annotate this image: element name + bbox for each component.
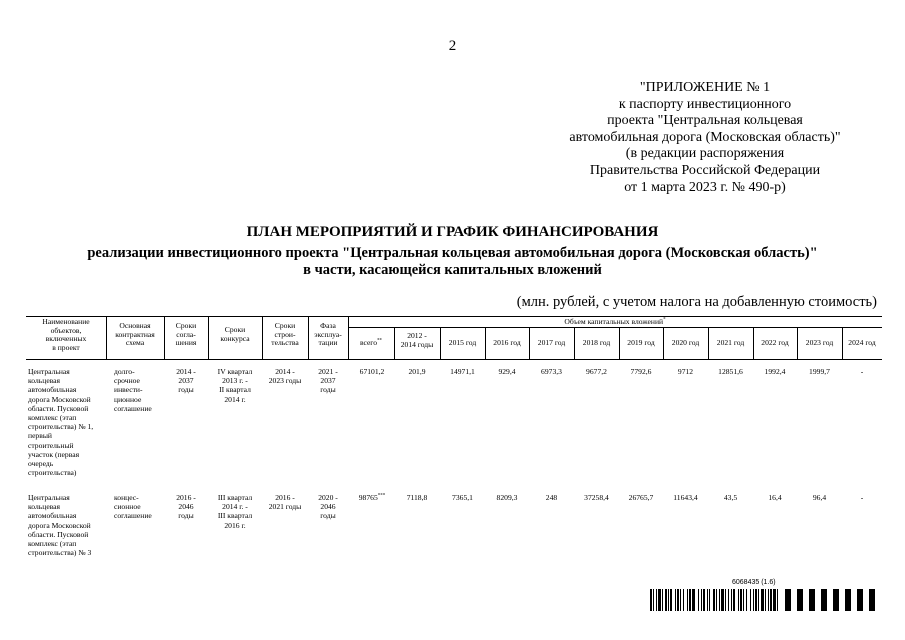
appendix-line: проекта "Центральная кольцевая bbox=[607, 113, 803, 129]
row-operation: 2020 - 2046 годы bbox=[318, 493, 338, 521]
row-construction: 2016 - 2021 годы bbox=[268, 493, 302, 512]
row-value: 1999,7 bbox=[809, 367, 830, 376]
row-contest: IV квартал 2013 г. - II квартал 2014 г. bbox=[217, 367, 253, 404]
header-agreement: Сроки согла- шения bbox=[175, 321, 197, 347]
header-contest: Сроки конкурса bbox=[220, 325, 250, 343]
row-scheme: долго- срочное инвести- ционное соглашение bbox=[114, 367, 152, 413]
row-value: 37258,4 bbox=[584, 493, 609, 502]
appendix-line: от 1 марта 2023 г. № 490-р) bbox=[624, 179, 786, 195]
header-construction: Сроки строи- тельства bbox=[271, 321, 299, 347]
header-year: 2017 год bbox=[537, 338, 566, 347]
row-value: - bbox=[860, 367, 864, 376]
header-year: 2020 год bbox=[671, 338, 700, 347]
row-value: 201,9 bbox=[408, 367, 426, 376]
row-contest: III квартал 2014 г. - III квартал 2016 г. bbox=[217, 493, 253, 530]
header-year: 2015 год bbox=[448, 338, 477, 347]
page-number: 2 bbox=[448, 38, 457, 54]
row-value: - bbox=[860, 493, 864, 502]
row-value: 11643,4 bbox=[673, 493, 698, 502]
appendix-line: автомобильная дорога (Московская область)" bbox=[569, 129, 841, 145]
row-value: 7365,1 bbox=[452, 493, 473, 502]
document-subtitle bbox=[0, 245, 905, 279]
row-value: 43,5 bbox=[723, 493, 738, 502]
row-value: 96,4 bbox=[812, 493, 827, 502]
appendix-line: "ПРИЛОЖЕНИЕ № 1 bbox=[639, 80, 771, 95]
row-value: 14971,1 bbox=[450, 367, 475, 376]
subtitle-line-2: в части, касающейся капитальных вложений bbox=[303, 262, 602, 278]
header-bottom-line bbox=[26, 359, 882, 360]
header-year: 2016 год bbox=[493, 338, 521, 347]
appendix-line: (в редакции распоряжения bbox=[625, 146, 785, 162]
table-top-line bbox=[26, 316, 882, 317]
header-total: всего** bbox=[359, 338, 383, 347]
barcode-number: 6068435 (1.6) bbox=[732, 579, 776, 586]
header-volume: Объем капитальных вложений* bbox=[564, 317, 666, 326]
row-value: 929,4 bbox=[498, 367, 516, 376]
header-year: 2024 год bbox=[848, 338, 876, 347]
barcode-stripe bbox=[875, 589, 878, 611]
header-year: 2012 - 2014 годы bbox=[400, 331, 434, 349]
row-value: 248 bbox=[545, 493, 558, 502]
row-agreement: 2016 - 2046 годы bbox=[176, 493, 196, 521]
header-year: 2022 год bbox=[761, 338, 789, 347]
header-year: 2021 год bbox=[716, 338, 745, 347]
row-total: 67101,2 bbox=[359, 367, 385, 376]
row-name: Центральная кольцевая автомобильная дорога Московской области. Пусковой комплекс (этап строительства) № 3 bbox=[28, 493, 92, 558]
row-value: 8209,3 bbox=[496, 493, 518, 502]
row-total: 98765*** bbox=[358, 493, 386, 502]
row-value: 26765,7 bbox=[628, 493, 654, 502]
row-construction: 2014 - 2023 годы bbox=[268, 367, 302, 386]
appendix-line: к паспорту инвестиционного bbox=[618, 96, 792, 112]
row-value: 16,4 bbox=[768, 493, 782, 502]
header-year: 2018 год bbox=[582, 338, 611, 347]
row-value: 9677,2 bbox=[586, 367, 607, 376]
row-value: 1992,4 bbox=[764, 367, 786, 376]
volume-header-line bbox=[348, 327, 882, 328]
subtitle-line-1: реализации инвестиционного проекта "Центральная кольцевая автомобильная дорога (Московская область)" bbox=[87, 245, 818, 261]
barcode-icon bbox=[650, 589, 878, 611]
document-title: ПЛАН МЕРОПРИЯТИЙ И ГРАФИК ФИНАНСИРОВАНИЯ bbox=[246, 224, 659, 240]
header-operation: Фаза эксплуа- тации bbox=[314, 321, 342, 347]
header-year: 2023 год bbox=[805, 338, 834, 347]
header-year: 2019 год bbox=[627, 338, 655, 347]
header-scheme: Основная контрактная схема bbox=[115, 321, 155, 347]
row-value: 7792,6 bbox=[630, 367, 652, 376]
row-name: Центральная кольцевая автомобильная дорога Московской области. Пусковой комплекс (этап строительства) № 1, первый строительный участок (первая очередь строительства) bbox=[28, 367, 94, 478]
row-agreement: 2014 - 2037 годы bbox=[176, 367, 196, 395]
row-value: 6973,3 bbox=[541, 367, 562, 376]
header-name: Наименование объектов, включенных в проект bbox=[42, 317, 90, 352]
appendix-line: Правительства Российской Федерации bbox=[589, 162, 821, 178]
appendix-block bbox=[520, 80, 890, 196]
units-note: (млн. рублей, с учетом налога на добавленную стоимость) bbox=[516, 294, 877, 310]
row-value: 7118,8 bbox=[406, 493, 428, 502]
row-value: 12851,6 bbox=[718, 367, 743, 376]
row-value: 9712 bbox=[677, 367, 694, 376]
row-scheme: концес- сионное соглашение bbox=[114, 493, 152, 521]
row-operation: 2021 - 2037 годы bbox=[318, 367, 338, 395]
